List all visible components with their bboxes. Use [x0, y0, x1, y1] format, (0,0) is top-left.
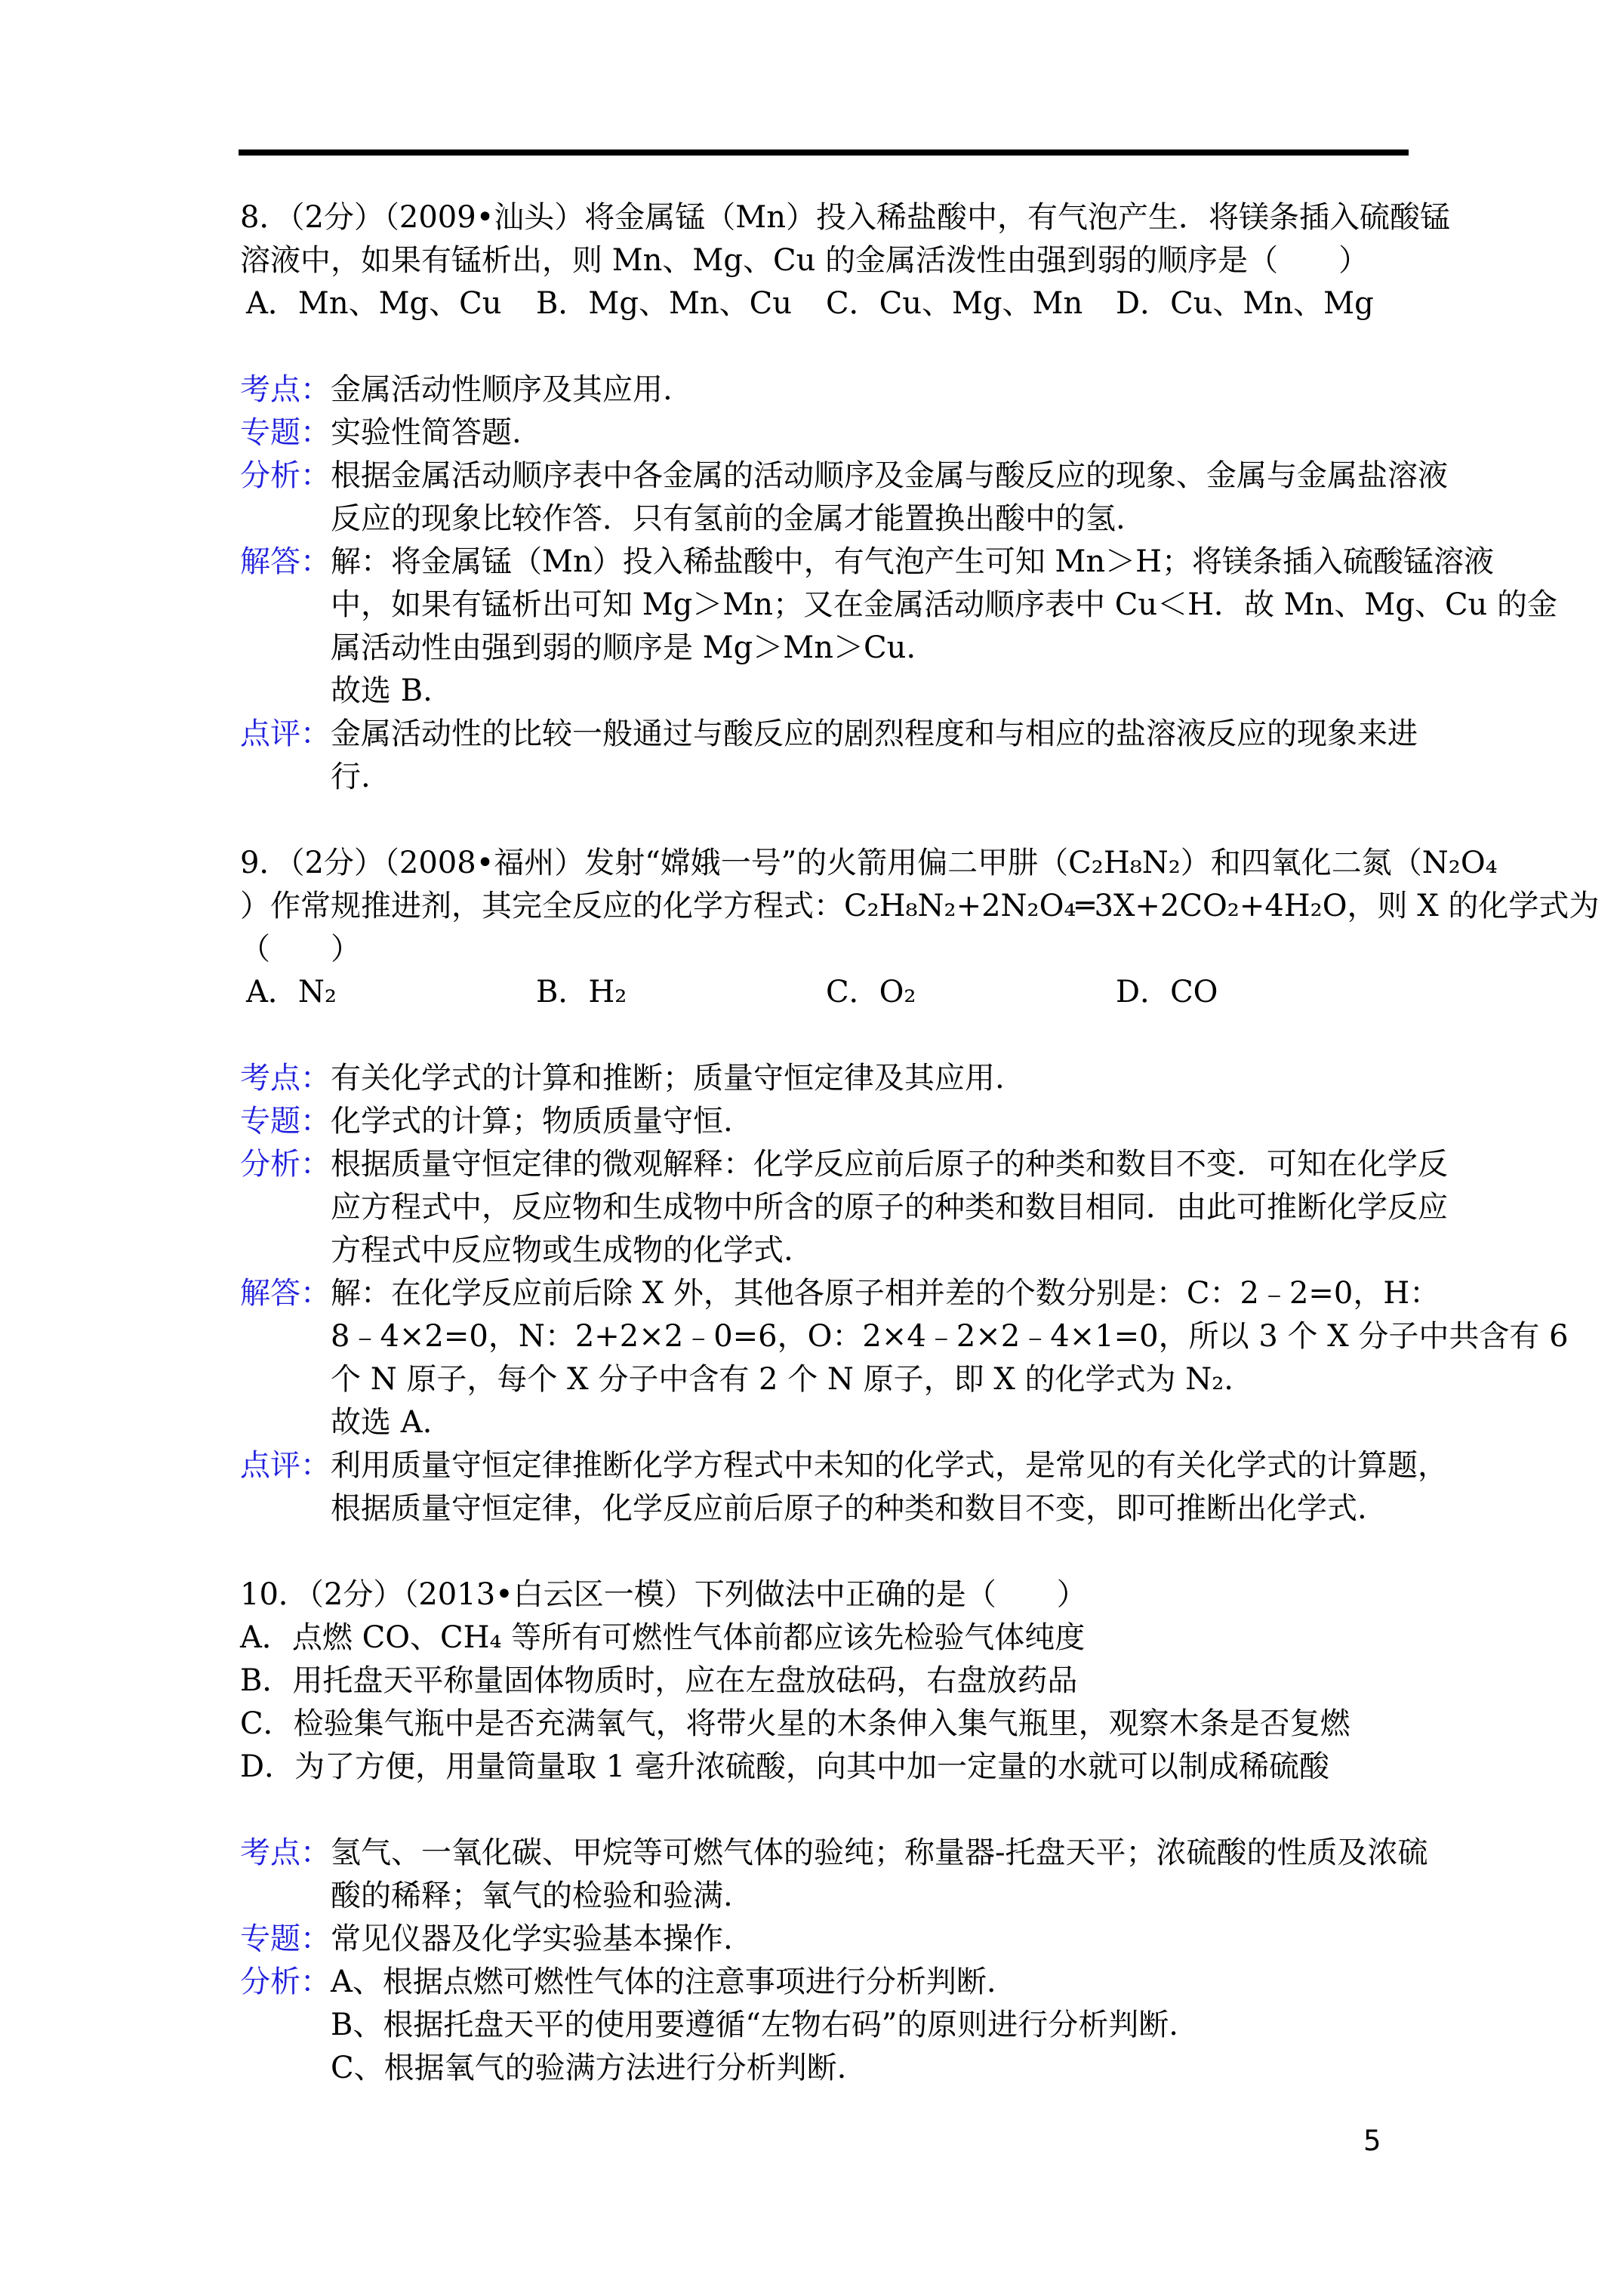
section-text-line: 方程式中反应物或生成物的化学式.	[331, 1233, 793, 1268]
section-label: 分析：	[240, 458, 331, 493]
spacer	[240, 1789, 1412, 1832]
question-stem-line: 10．（2分）（2013•白云区一模）下列做法中正确的是（ ）	[240, 1577, 1087, 1612]
section-label: 分析：	[240, 1965, 331, 1999]
section-text-line: C、根据氧气的验满方法进行分析判断.	[331, 2051, 847, 2085]
section-text: A、根据点燃可燃性气体的注意事项进行分析判断.	[331, 1965, 996, 1999]
section-text: 金属活动性顺序及其应用.	[331, 372, 673, 407]
choices-row	[240, 282, 1412, 325]
section-label: 点评：	[240, 717, 331, 751]
question-stem-line: 溶液中，如果有锰析出，则 Mn、Mg、Cu 的金属活泼性由强到弱的顺序是（ ）	[240, 243, 1369, 278]
question-stem-line: （ ）	[240, 932, 361, 966]
choice-option-line: D．为了方便，用量筒量取 1 毫升浓硫酸，向其中加一定量的水就可以制成稀硫酸	[240, 1749, 1329, 1784]
section-text: 实验性简答题.	[331, 415, 522, 450]
section-row-jieda	[240, 1272, 1440, 1315]
section-text-line: 应方程式中，反应物和生成物中所含的原子的种类和数目相同．由此可推断化学反应	[331, 1190, 1448, 1225]
section-text: 氢气、一氧化碳、甲烷等可燃气体的验纯；称量器-托盘天平；浓硫酸的性质及浓硫	[331, 1835, 1428, 1870]
choice-a: A．N₂	[246, 975, 337, 1009]
section-text-line: 8﹣4×2=0，N：2+2×2﹣0=6，O：2×4﹣2×2﹣4×1=0，所以 3 个 X 分子中共含有 6	[331, 1319, 1569, 1354]
spacer	[240, 325, 1412, 368]
section-row-fenxi	[240, 455, 1448, 498]
section-text: 化学式的计算；物质质量守恒.	[331, 1104, 733, 1139]
choice-c: C．O₂	[826, 975, 916, 1009]
question-stem-line: 9．（2分）（2008•福州）发射“嫦娥一号”的火箭用偏二甲肼（C₂H₈N₂）和四氧化二氮（N₂O₄	[240, 846, 1498, 880]
answer-choice-line: 故选 A.	[331, 1405, 433, 1440]
section-label: 专题：	[240, 1104, 331, 1139]
section-text: 常见仪器及化学实验基本操作.	[331, 1922, 733, 1956]
section-text-line: 行.	[331, 760, 371, 794]
header-rule	[239, 149, 1409, 156]
choice-b: B．Mg、Mn、Cu	[536, 286, 793, 321]
spacer	[240, 1530, 1412, 1573]
spacer	[240, 799, 1412, 842]
section-text-line: 酸的稀释；氧气的检验和验满.	[331, 1878, 733, 1913]
choice-a: A．Mn、Mg、Cu	[246, 286, 502, 321]
section-text-line: 个 N 原子，每个 X 分子中含有 2 个 N 原子，即 X 的化学式为 N₂.	[331, 1362, 1234, 1397]
section-label: 解答：	[240, 1276, 331, 1311]
section-label: 解答：	[240, 544, 331, 579]
section-text: 金属活动性的比较一般通过与酸反应的剧烈程度和与相应的盐溶液反应的现象来进	[331, 717, 1418, 751]
section-row-kaodian	[240, 1832, 1428, 1875]
section-label: 专题：	[240, 415, 331, 450]
question-stem-line: ）作常规推进剂，其完全反应的化学方程式：C₂H₈N₂+2N₂O₄═3X+2CO₂+4H₂O，则 X 的化学式为	[240, 889, 1600, 923]
choice-option-line: C．检验集气瓶中是否充满氧气，将带火星的木条伸入集气瓶里，观察木条是否复燃	[240, 1706, 1350, 1741]
section-text-line: 根据质量守恒定律，化学反应前后原子的种类和数目不变，即可推断出化学式.	[331, 1491, 1367, 1526]
answer-choice-line: 故选 B.	[331, 673, 433, 708]
section-row-zhuanti	[240, 1918, 1412, 1961]
spacer	[240, 1014, 1412, 1057]
page-number: 5	[1363, 2125, 1381, 2157]
section-text-line: 属活动性由强到弱的顺序是 Mg＞Mn＞Cu.	[331, 630, 916, 665]
choice-option-line: A．点燃 CO、CH₄ 等所有可燃性气体前都应该先检验气体纯度	[240, 1620, 1086, 1655]
choice-d: D．CO	[1116, 975, 1218, 1009]
section-label: 点评：	[240, 1448, 331, 1483]
section-row-zhuanti	[240, 1100, 1412, 1143]
section-text: 根据质量守恒定律的微观解释：化学反应前后原子的种类和数目不变．可知在化学反	[331, 1147, 1448, 1182]
section-text-line: 中，如果有锰析出可知 Mg＞Mn；又在金属活动顺序表中 Cu＜H．故 Mn、Mg、Cu 的金	[331, 587, 1558, 622]
section-text: 根据金属活动顺序表中各金属的活动顺序及金属与酸反应的现象、金属与金属盐溶液	[331, 458, 1448, 493]
section-row-dianping	[240, 1444, 1448, 1487]
section-label: 专题：	[240, 1922, 331, 1956]
choices-row	[240, 971, 1412, 1014]
choice-b: B．H₂	[536, 975, 627, 1009]
section-text: 解：将金属锰（Mn）投入稀盐酸中，有气泡产生可知 Mn＞H；将镁条插入硫酸锰溶液	[331, 544, 1495, 579]
section-label: 考点：	[240, 1835, 331, 1870]
section-label: 考点：	[240, 372, 331, 407]
choice-d: D．Cu、Mn、Mg	[1116, 286, 1374, 321]
choice-option-line: B．用托盘天平称量固体物质时，应在左盘放砝码，右盘放药品	[240, 1663, 1078, 1698]
section-label: 分析：	[240, 1147, 331, 1182]
section-text: 利用质量守恒定律推断化学方程式中未知的化学式，是常见的有关化学式的计算题，	[331, 1448, 1448, 1483]
section-text-line: B、根据托盘天平的使用要遵循“左物右码”的原则进行分析判断.	[331, 2008, 1179, 2042]
section-row-dianping	[240, 713, 1418, 756]
section-row-kaodian	[240, 368, 1412, 411]
section-row-jieda	[240, 541, 1495, 584]
section-label: 考点：	[240, 1061, 331, 1096]
section-row-fenxi	[240, 1143, 1448, 1186]
section-row-kaodian	[240, 1057, 1412, 1100]
section-row-fenxi	[240, 1961, 1412, 2004]
section-row-zhuanti	[240, 411, 1412, 455]
section-text-line: 反应的现象比较作答．只有氢前的金属才能置换出酸中的氢.	[331, 501, 1126, 536]
document-content	[240, 196, 1600, 2090]
choice-c: C．Cu、Mg、Mn	[826, 286, 1083, 321]
section-text: 有关化学式的计算和推断；质量守恒定律及其应用.	[331, 1061, 1005, 1096]
section-text: 解：在化学反应前后除 X 外，其他各原子相并差的个数分别是：C：2﹣2=0，H：	[331, 1276, 1440, 1311]
question-stem-line: 8．（2分）（2009•汕头）将金属锰（Mn）投入稀盐酸中，有气泡产生．将镁条插入硫酸锰	[240, 200, 1451, 235]
